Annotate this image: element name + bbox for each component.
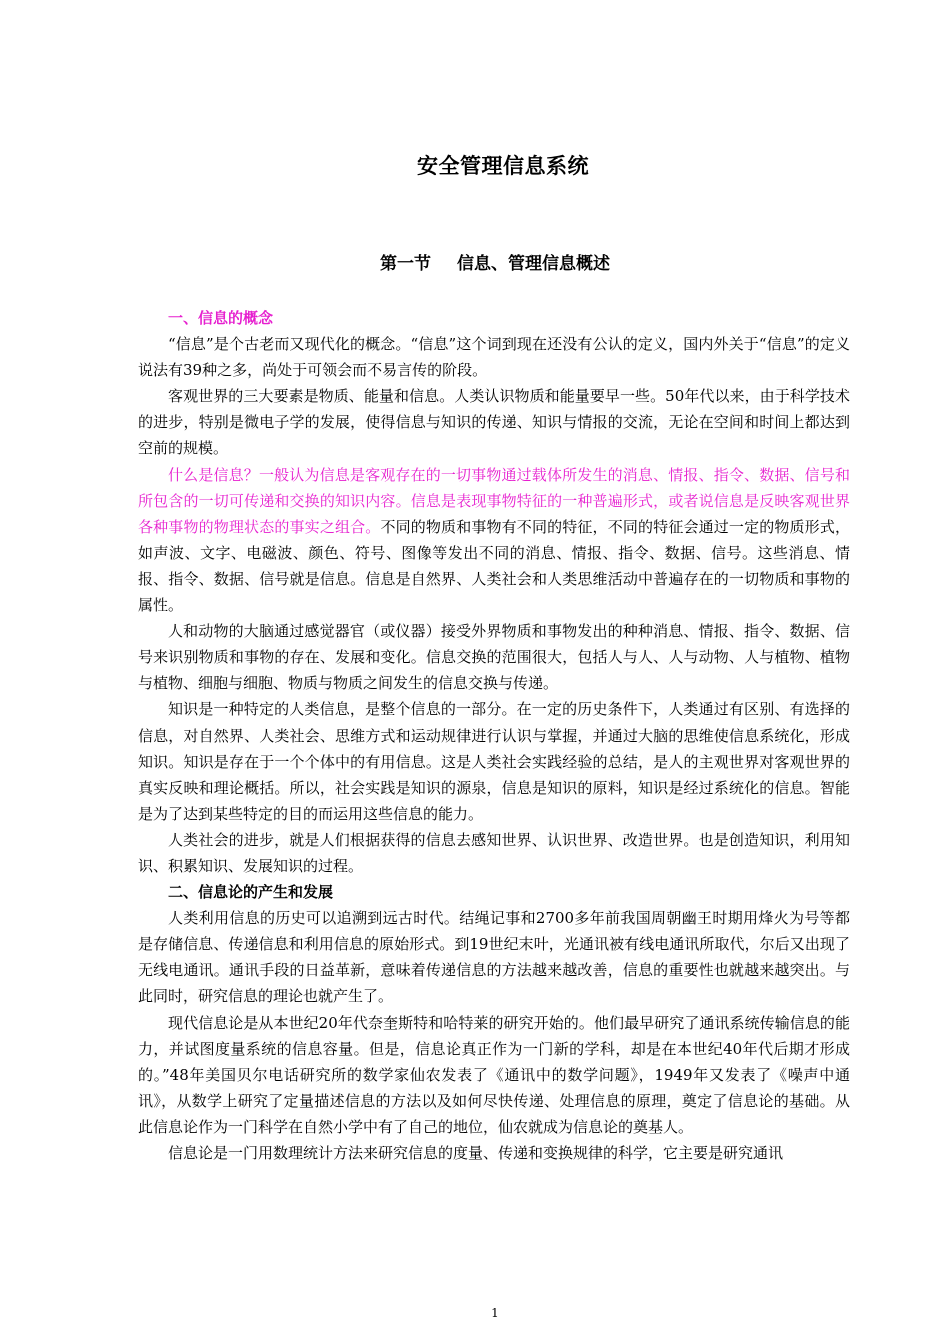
paragraph-text: 不同的物质和事物有不同的特征，不同的特征会通过一定的物质形式，如声波、文字、电磁波、颜色、符号、图像等发出不同的消息、情报、指令、数据、信号。这些消息、情报、指令、数据、信号就是信息。信息是自然界、人类社会和人类思维活动中普遍存在的一切物质和事物的属性。 <box>138 517 850 615</box>
document-title: 安全管理信息系统 <box>417 153 589 178</box>
page-number: 1 <box>491 1306 499 1320</box>
section-heading <box>0 249 950 274</box>
paragraph: 人类社会的进步，就是人们根据获得的信息去感知世界、认识世界、改造世界。也是创造知识，利用知识、积累知识、发展知识的过程。 <box>138 830 850 875</box>
heading-information-theory: 二、信息论的产生和发展 <box>168 883 334 902</box>
heading-information-concept: 一、信息的概念 <box>168 309 274 327</box>
paragraph: “信息”是个古老而又现代化的概念。“信息”这个词到现在还没有公认的定义，国内外关于“信息”的定义说法有39种之多，尚处于可领会而不易言传的阶段。 <box>138 335 850 380</box>
highlighted-definition: 什么是信息？一般认为信息是客观存在的一切事物通过载体所发生的消息、情报、指令、数据、信号和所包含的一切可传递和交换的知识内容。信息是表现事物特征的一种普遍形式，或者说信息是反映客观世界各种事物的物理状态的事实之组合。 <box>138 465 850 536</box>
paragraph <box>138 462 850 619</box>
section-number: 第一节 <box>380 254 431 274</box>
paragraph: 人类利用信息的历史可以追溯到远古时代。结绳记事和2700多年前我国周朝幽王时期用烽火为号等都是存储信息、传递信息和利用信息的原始形式。到19世纪末叶，光通讯被有线电通讯所取代，尔后又出现了无线电通讯。通讯手段的日益革新，意味着传递信息的方法越来越改善，信息的重要性也就越来越突出。与此同时，研究信息的理论也就产生了。 <box>138 909 850 1006</box>
paragraph: 客观世界的三大要素是物质、能量和信息。人类认识物质和能量要早一些。50年代以来，由于科学技术的进步，特别是微电子学的发展，使得信息与知识的传递、知识与情报的交流，无论在空间和时间上都达到空前的规模。 <box>138 387 850 458</box>
section-title-text: 信息、管理信息概述 <box>457 254 610 274</box>
paragraph: 信息论是一门用数理统计方法来研究信息的度量、传递和变换规律的科学，它主要是研究通讯 <box>168 1144 784 1162</box>
paragraph: 人和动物的大脑通过感觉器官（或仪器）接受外界物质和事物发出的种种消息、情报、指令、数据、信号来识别物质和事物的存在、发展和变化。信息交换的范围很大，包括人与人、人与动物、人与植物、植物与植物、细胞与细胞、物质与物质之间发生的信息交换与传递。 <box>138 622 850 693</box>
paragraph: 现代信息论是从本世纪20年代奈奎斯特和哈特莱的研究开始的。他们最早研究了通讯系统传输信息的能力，并试图度量系统的信息容量。但是，信息论真正作为一门新的学科，却是在本世纪40年代后期才形成的。”48年美国贝尔电话研究所的数学家仙农发表了《通讯中的数学问题》，1949年又发表了《噪声中通讯》，从数学上研究了定量描述信息的方法以及如何尽快传递、处理信息的原理，奠定了信息论的基础。从此信息论作为一门科学在自然小学中有了自己的地位，仙农就成为信息论的奠基人。 <box>138 1013 850 1136</box>
document-body <box>138 305 850 1166</box>
paragraph: 知识是一种特定的人类信息，是整个信息的一部分。在一定的历史条件下，人类通过有区别、有选择的信息，对自然界、人类社会、思维方式和运动规律进行认识与掌握，并通过大脑的思维使信息系统化，形成知识。知识是存在于一个个体中的有用信息。这是人类社会实践经验的总结，是人的主观世界对客观世界的真实反映和理论概括。所以，社会实践是知识的源泉，信息是知识的原料，知识是经过系统化的信息。智能是为了达到某些特定的目的而运用这些信息的能力。 <box>138 700 850 823</box>
